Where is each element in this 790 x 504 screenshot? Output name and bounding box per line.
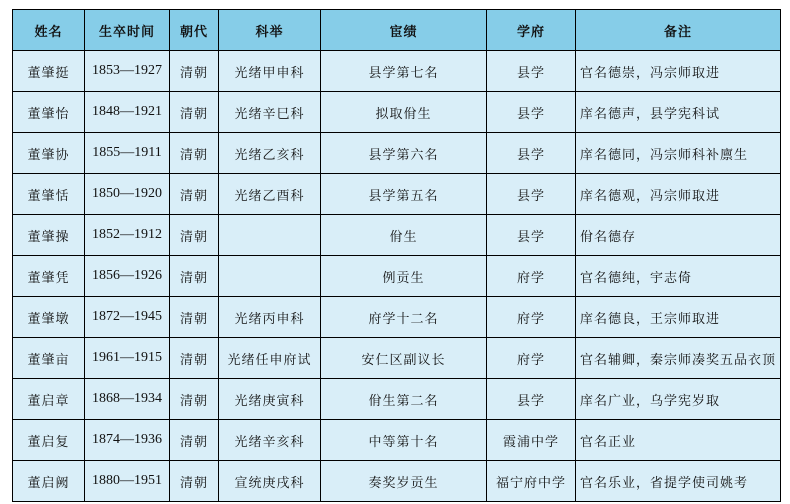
header-years: 生卒时间 — [85, 10, 170, 51]
table-row — [13, 133, 781, 174]
table-row — [13, 174, 781, 215]
cell-years: 1850—1920 — [85, 174, 170, 215]
cell-years: 1848—1921 — [85, 92, 170, 133]
cell-school: 府学 — [487, 338, 576, 379]
cell-school: 县学 — [487, 215, 576, 256]
cell-name: 董肇亩 — [13, 338, 85, 379]
cell-dynasty: 清朝 — [170, 174, 219, 215]
cell-name: 董肇恬 — [13, 174, 85, 215]
cell-years: 1874—1936 — [85, 420, 170, 461]
cell-school: 府学 — [487, 256, 576, 297]
cell-name: 董启章 — [13, 379, 85, 420]
table-header — [13, 10, 781, 51]
cell-exam: 光绪丙申科 — [219, 297, 321, 338]
table-row — [13, 92, 781, 133]
table-row — [13, 461, 781, 502]
cell-name: 董肇挺 — [13, 51, 85, 92]
cell-years: 1868—1934 — [85, 379, 170, 420]
cell-exam: 光绪任申府试 — [219, 338, 321, 379]
cell-achievement: 中等第十名 — [321, 420, 487, 461]
cell-years: 1856—1926 — [85, 256, 170, 297]
cell-achievement: 县学第六名 — [321, 133, 487, 174]
cell-name: 董启阙 — [13, 461, 85, 502]
header-achievement: 宦绩 — [321, 10, 487, 51]
cell-school: 府学 — [487, 297, 576, 338]
cell-school: 县学 — [487, 174, 576, 215]
cell-exam: 光绪甲申科 — [219, 51, 321, 92]
cell-name: 董肇协 — [13, 133, 85, 174]
cell-achievement: 奏奖岁贡生 — [321, 461, 487, 502]
cell-note: 官名德崇，冯宗师取进 — [576, 51, 781, 92]
header-school: 学府 — [487, 10, 576, 51]
cell-dynasty: 清朝 — [170, 133, 219, 174]
header-note: 备注 — [576, 10, 781, 51]
table-body — [13, 51, 781, 502]
cell-exam: 光绪乙酉科 — [219, 174, 321, 215]
cell-exam: 光绪乙亥科 — [219, 133, 321, 174]
cell-exam: 光绪辛巳科 — [219, 92, 321, 133]
table-row — [13, 256, 781, 297]
cell-school: 福宁府中学 — [487, 461, 576, 502]
cell-achievement: 例贡生 — [321, 256, 487, 297]
cell-note: 庠名德观，冯宗师取进 — [576, 174, 781, 215]
cell-exam — [219, 215, 321, 256]
table-row — [13, 420, 781, 461]
header-name: 姓名 — [13, 10, 85, 51]
cell-school: 县学 — [487, 379, 576, 420]
cell-note: 庠名德声，县学宪科试 — [576, 92, 781, 133]
cell-note: 官名辅卿，秦宗师凑奖五品衣顶 — [576, 338, 781, 379]
cell-name: 董肇怡 — [13, 92, 85, 133]
cell-dynasty: 清朝 — [170, 420, 219, 461]
cell-school: 县学 — [487, 133, 576, 174]
cell-note: 庠名德同，冯宗师科补廪生 — [576, 133, 781, 174]
cell-exam: 光绪辛亥科 — [219, 420, 321, 461]
cell-dynasty: 清朝 — [170, 256, 219, 297]
cell-years: 1853—1927 — [85, 51, 170, 92]
cell-note: 庠名广业，乌学宪岁取 — [576, 379, 781, 420]
cell-dynasty: 清朝 — [170, 51, 219, 92]
cell-years: 1872—1945 — [85, 297, 170, 338]
cell-achievement: 拟取佾生 — [321, 92, 487, 133]
header-dynasty: 朝代 — [170, 10, 219, 51]
cell-achievement: 府学十二名 — [321, 297, 487, 338]
table-row — [13, 338, 781, 379]
cell-achievement: 佾生第二名 — [321, 379, 487, 420]
cell-achievement: 安仁区副议长 — [321, 338, 487, 379]
cell-years: 1852—1912 — [85, 215, 170, 256]
cell-exam: 光绪庚寅科 — [219, 379, 321, 420]
table-row — [13, 51, 781, 92]
cell-school: 霞浦中学 — [487, 420, 576, 461]
cell-note: 官名乐业，省提学使司姚考 — [576, 461, 781, 502]
cell-school: 县学 — [487, 92, 576, 133]
cell-note: 官名德纯，宇志倚 — [576, 256, 781, 297]
cell-dynasty: 清朝 — [170, 297, 219, 338]
cell-years: 1855—1911 — [85, 133, 170, 174]
cell-achievement: 县学第七名 — [321, 51, 487, 92]
header-exam: 科举 — [219, 10, 321, 51]
table-row — [13, 379, 781, 420]
cell-dynasty: 清朝 — [170, 92, 219, 133]
cell-exam: 宣统庚戌科 — [219, 461, 321, 502]
cell-years: 1880—1951 — [85, 461, 170, 502]
cell-name: 董启复 — [13, 420, 85, 461]
cell-note: 官名正业 — [576, 420, 781, 461]
cell-dynasty: 清朝 — [170, 338, 219, 379]
cell-achievement: 县学第五名 — [321, 174, 487, 215]
cell-dynasty: 清朝 — [170, 461, 219, 502]
genealogy-table — [12, 9, 781, 502]
cell-name: 董肇凭 — [13, 256, 85, 297]
table-row — [13, 297, 781, 338]
table-row — [13, 215, 781, 256]
cell-name: 董肇墩 — [13, 297, 85, 338]
cell-achievement: 佾生 — [321, 215, 487, 256]
cell-dynasty: 清朝 — [170, 379, 219, 420]
cell-years: 1961—1915 — [85, 338, 170, 379]
cell-dynasty: 清朝 — [170, 215, 219, 256]
cell-note: 庠名德良，王宗师取进 — [576, 297, 781, 338]
cell-name: 董肇操 — [13, 215, 85, 256]
header-row — [13, 10, 781, 51]
cell-note: 佾名德存 — [576, 215, 781, 256]
cell-school: 县学 — [487, 51, 576, 92]
cell-exam — [219, 256, 321, 297]
